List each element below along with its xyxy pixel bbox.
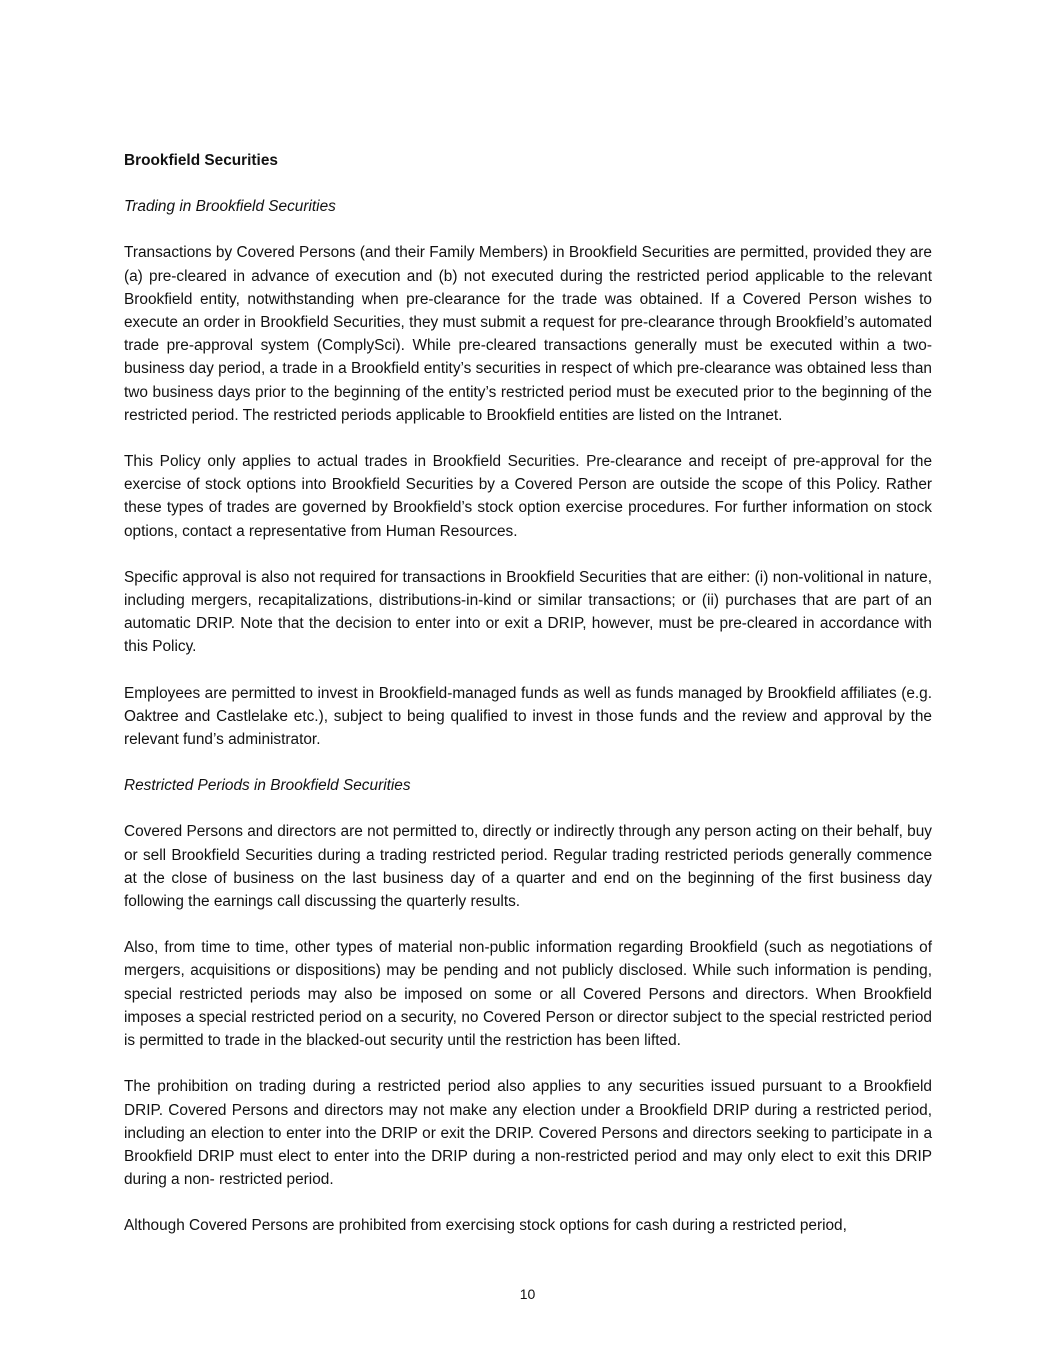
- section-title: Brookfield Securities: [124, 152, 278, 169]
- paragraph: Specific approval is also not required for transactions in Brookfield Securities that are either: (i) non-volitional in nature, including mergers, recapitalizations, distributions-in-kind or similar transactions; or (ii) purchases that are part of an automatic DRIP. Note that the decision to enter into or exit a DRIP, however, must be pre-cleared in accordance with this Policy.: [124, 568, 932, 656]
- paragraph: Covered Persons and directors are not permitted to, directly or indirectly through any person acting on their behalf, buy or sell Brookfield Securities during a trading restricted period. Regular trading restricted periods generally commence at the close of business on the last business day of a quarter and end on the beginning of the first business day following the earnings call discussing the quarterly results.: [124, 823, 932, 911]
- paragraph: Employees are permitted to invest in Brookfield-managed funds as well as funds managed by Brookfield affiliates (e.g. Oaktree and Castlelake etc.), subject to being qualified to invest in those funds and the review and approval by the relevant fund’s administrator.: [124, 684, 932, 749]
- subsection-title-restricted: Restricted Periods in Brookfield Securities: [124, 777, 411, 795]
- paragraph: Transactions by Covered Persons (and their Family Members) in Brookfield Securities are permitted, provided they are (a) pre-cleared in advance of execution and (b) not executed during the restricted period applicable to the relevant Brookfield entity, notwithstanding when pre-clearance for the trade was obtained. If a Covered Person wishes to execute an order in Brookfield Securities, they must submit a request for pre-clearance through Brookfield’s automated trade pre-approval system (ComplySci). While pre-cleared transactions generally must be executed within a two-business day period, a trade in a Brookfield entity’s securities in respect of which pre-clearance was obtained less than two business days prior to the beginning of the entity’s restricted period must be executed prior to the beginning of the restricted period. The restricted periods applicable to Brookfield entities are listed on the Intranet.: [124, 244, 932, 424]
- page-number: 10: [519, 1286, 536, 1302]
- paragraph: The prohibition on trading during a restricted period also applies to any securities issued pursuant to a Brookfield DRIP. Covered Persons and directors may not make any election under a Brookfield DRIP during a restricted period, including an election to enter into the DRIP or exit the DRIP. Covered Persons and directors seeking to participate in a Brookfield DRIP must elect to enter into the DRIP during a non-restricted period and may only elect to exit this DRIP during a non- restricted period.: [124, 1078, 932, 1189]
- paragraph-continued: Although Covered Persons are prohibited from exercising stock options for cash during a restricted period,: [124, 1217, 847, 1235]
- paragraph: This Policy only applies to actual trades in Brookfield Securities. Pre-clearance and receipt of pre-approval for the exercise of stock options into Brookfield Securities by a Covered Person are outside the scope of this Policy. Rather these types of trades are governed by Brookfield’s stock option exercise procedures. For further information on stock options, contact a representative from Human Resources.: [124, 453, 932, 540]
- subsection-title-trading: Trading in Brookfield Securities: [124, 198, 336, 216]
- paragraph: Also, from time to time, other types of material non-public information regarding Brookfield (such as negotiations of mergers, acquisitions or dispositions) may be pending and not publicly disclosed. While such information is pending, special restricted periods may also be imposed on some or all Covered Persons and directors. When Brookfield imposes a special restricted period on a security, no Covered Person or director subject to the special restricted period is permitted to trade in the blacked-out security until the restriction has been lifted.: [124, 939, 932, 1050]
- page-body: [124, 149, 932, 1261]
